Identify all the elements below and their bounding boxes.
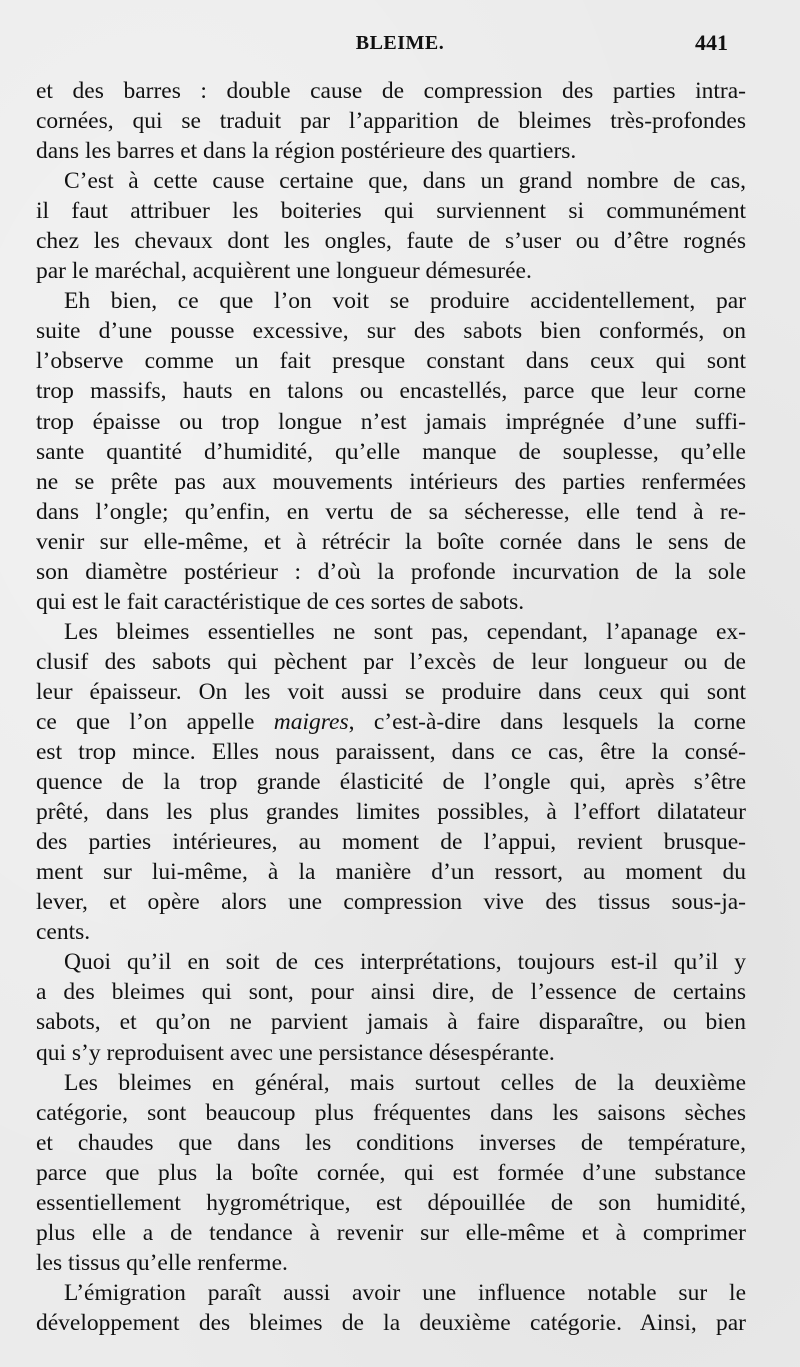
text-line: cornées, qui se traduit par l’apparition de bleimes très-profondes [36, 108, 746, 135]
text-line: suite d’une pousse excessive, sur des sabots bien conformés, on [36, 318, 746, 345]
italic-term: maigres [273, 708, 349, 735]
text-line: lever, et opère alors une compression vive des tissus sous-ja- [36, 889, 746, 916]
text-line: parce que plus la boîte cornée, qui est formée d’une substance [36, 1159, 746, 1186]
text-line: qui est le fait caractéristique de ces sortes de sabots. [36, 588, 525, 615]
body-text [36, 76, 746, 1338]
text-line: C’est à cette cause certaine que, dans un grand nombre de cas, [64, 168, 746, 195]
text-line: trop épaisse ou trop longue n’est jamais imprégnée d’une suffi- [36, 408, 746, 435]
text-line: Les bleimes en général, mais surtout celles de la deuxième [64, 1069, 746, 1096]
text-line: catégorie, sont beaucoup plus fréquentes dans les saisons sèches [36, 1099, 746, 1126]
text-line: trop massifs, hauts en talons ou encastellés, parce que leur corne [36, 378, 746, 405]
text-line: par le maréchal, acquièrent une longueur démesurée. [36, 258, 532, 285]
text-line: développement des bleimes de la deuxième catégorie. Ainsi, par [36, 1309, 746, 1336]
text-line: prêté, dans les plus grandes limites possibles, à l’effort dilatateur [36, 799, 746, 826]
text-line: Quoi qu’il en soit de ces interprétations, toujours est-il qu’il y [64, 949, 746, 976]
text-line: quence de la trop grande élasticité de l’ongle qui, après s’être [36, 769, 746, 796]
text-line: L’émigration paraît aussi avoir une influence notable sur le [64, 1279, 746, 1306]
text-line: l’observe comme un fait presque constant dans ceux qui sont [36, 348, 746, 375]
text-segment: ce que l’on appelle [36, 708, 274, 735]
text-line: sabots, et qu’on ne parvient jamais à faire disparaître, ou bien [36, 1009, 746, 1036]
text-line: venir sur elle-même, et à rétrécir la boîte cornée dans le sens de [36, 528, 746, 555]
text-line: ne se prête pas aux mouvements intérieurs des parties renfermées [36, 468, 746, 495]
text-line: dans l’ongle; qu’enfin, en vertu de sa sécheresse, elle tend à re- [36, 498, 746, 525]
text-segment: , c’est-à-dire dans lesquels la corne [348, 708, 746, 735]
text-line: Eh bien, ce que l’on voit se produire accidentellement, par [64, 288, 746, 315]
text-line: son diamètre postérieur : d’où la profonde incurvation de la sole [36, 558, 746, 585]
text-line: clusif des sabots qui pèchent par l’excès de leur longueur ou de [36, 648, 746, 675]
text-line: chez les chevaux dont les ongles, faute de s’user ou d’être rognés [36, 228, 746, 255]
text-line: il faut attribuer les boiteries qui surviennent si communément [36, 198, 746, 225]
running-head: BLEIME. [355, 32, 445, 54]
text-line: dans les barres et dans la région postérieure des quartiers. [36, 138, 577, 165]
text-line: des parties intérieures, au moment de l’appui, revient brusque- [36, 829, 746, 856]
text-line: cents. [36, 919, 91, 946]
page-header [0, 30, 800, 60]
text-line: Les bleimes essentielles ne sont pas, cependant, l’apanage ex- [64, 618, 746, 645]
text-line: essentiellement hygrométrique, est dépouillée de son humidité, [36, 1189, 746, 1216]
text-line [36, 707, 746, 737]
text-line: plus elle a de tendance à revenir sur elle-même et à comprimer [36, 1219, 746, 1246]
text-line: ment sur lui-même, à la manière d’un ressort, au moment du [36, 859, 746, 886]
text-line: leur épaisseur. On les voit aussi se produire dans ceux qui sont [36, 678, 746, 705]
page-number: 441 [695, 30, 728, 55]
text-line: et chaudes que dans les conditions inverses de température, [36, 1129, 746, 1156]
text-line: sante quantité d’humidité, qu’elle manque de souplesse, qu’elle [36, 438, 746, 465]
text-line: les tissus qu’elle renferme. [36, 1249, 288, 1276]
text-line: qui s’y reproduisent avec une persistance désespérante. [36, 1039, 555, 1066]
text-line: a des bleimes qui sont, pour ainsi dire, de l’essence de certains [36, 979, 746, 1006]
text-line: est trop mince. Elles nous paraissent, dans ce cas, être la consé- [36, 739, 746, 766]
text-line: et des barres : double cause de compression des parties intra- [36, 78, 746, 104]
